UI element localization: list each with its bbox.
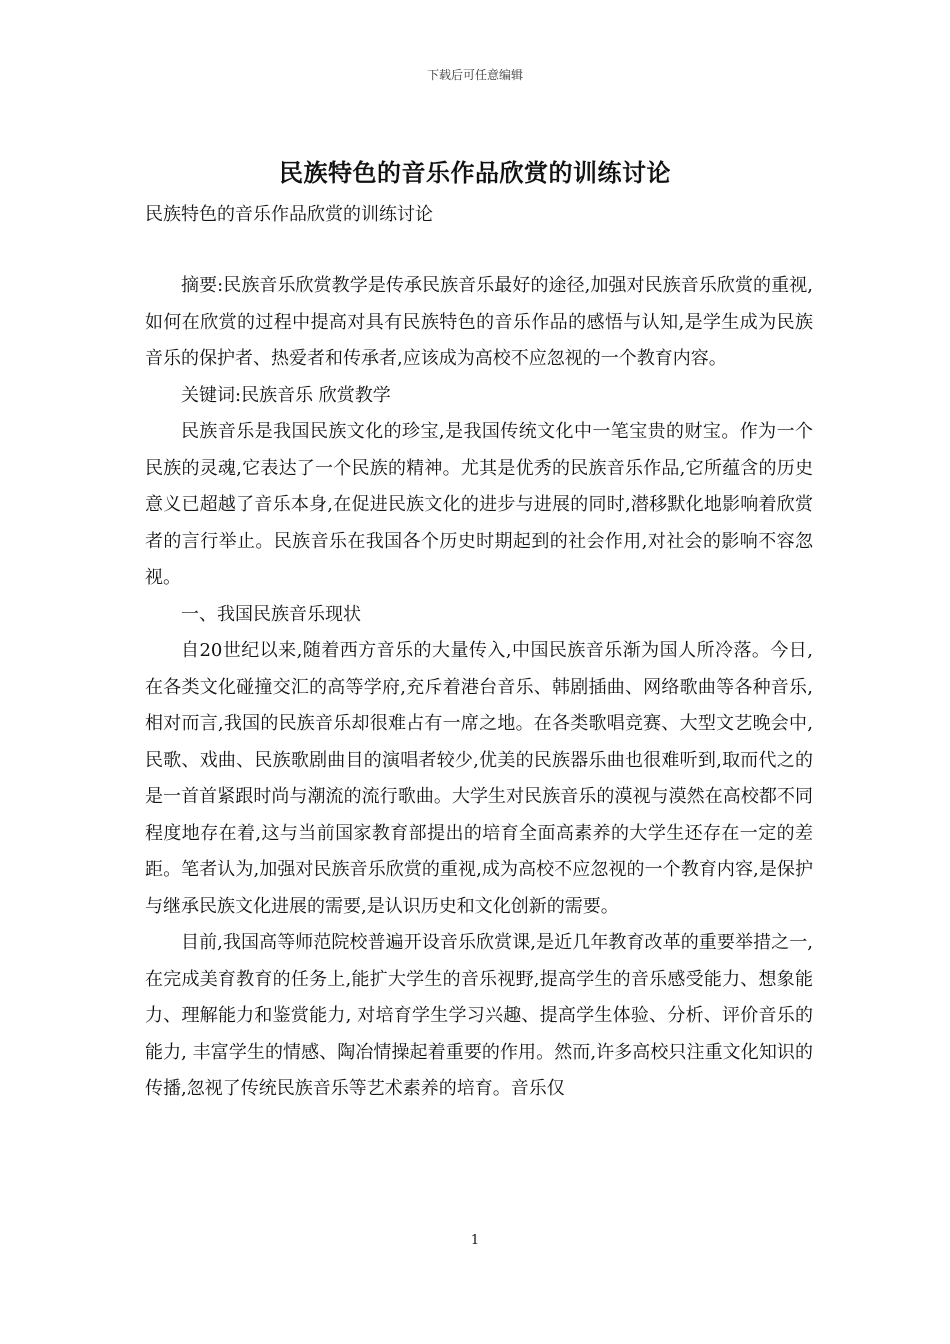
document-subtitle: 民族特色的音乐作品欣赏的训练讨论 bbox=[145, 204, 433, 225]
body-paragraph: 民族音乐是我国民族文化的珍宝,是我国传统文化中一笔宝贵的财宝。作为一个民族的灵魂,它表达了一个民族的精神。尤其是优秀的民族音乐作品,它所蕴含的历史意义已超越了音乐本身,在促进民族文化的进步与进展的同时,潜移默化地影响着欣赏者的言行举止。民族音乐在我国各个历史时期起到的社会作用,对社会的影响不容忽视。 bbox=[145, 421, 813, 588]
section-heading: 一、我国民族音乐现状 bbox=[181, 603, 361, 625]
page-number: 1 bbox=[470, 1233, 480, 1248]
body-paragraph: 目前,我国高等师范院校普遍开设音乐欣赏课,是近几年教育改革的重要举措之一,在完成美育教育的任务上,能扩大学生的音乐视野,提高学生的音乐感受能力、想象能力、理解能力和鉴赏能力, 对培育学生学习兴趣、提高学生体验、分析、评价音乐的能力, 丰富学生的情感、陶冶情操起着重要的作用。然而,许多高校只注重文化知识的传播,忽视了传统民族音乐等艺术素养的培育。音乐仅 bbox=[145, 932, 813, 1099]
document-title: 民族特色的音乐作品欣赏的训练讨论 bbox=[279, 158, 671, 187]
body-paragraph: 自20世纪以来,随着西方音乐的大量传入,中国民族音乐渐为国人所冷落。今日,在各类文化碰撞交汇的高等学府,充斥着港台音乐、韩剧插曲、网络歌曲等各种音乐,相对而言,我国的民族音乐却很难占有一席之地。在各类歌唱竞赛、大型文艺晚会中,民歌、戏曲、民族歌剧曲目的演唱者较少,优美的民族器乐曲也很难听到,取而代之的是一首首紧跟时尚与潮流的流行歌曲。大学生对民族音乐的漠视与漠然在高校都不同程度地存在着,这与当前国家教育部提出的培育全面高素养的大学生还存在一定的差距。笔者认为,加强对民族音乐欣赏的重视,成为高校不应忽视的一个教育内容,是保护与继承民族文化进展的需要,是认识历史和文化创新的需要。 bbox=[145, 640, 813, 917]
page-header: 下载后可任意编辑 bbox=[426, 68, 523, 82]
document-body bbox=[145, 268, 813, 1108]
keywords-paragraph: 关键词:民族音乐 欣赏教学 bbox=[181, 384, 391, 406]
abstract-paragraph: 摘要:民族音乐欣赏教学是传承民族音乐最好的途径,加强对民族音乐欣赏的重视,如何在欣赏的过程中提高对具有民族特色的音乐作品的感悟与认知,是学生成为民族音乐的保护者、热爱者和传承者,应该成为高校不应忽视的一个教育内容。 bbox=[145, 275, 813, 369]
